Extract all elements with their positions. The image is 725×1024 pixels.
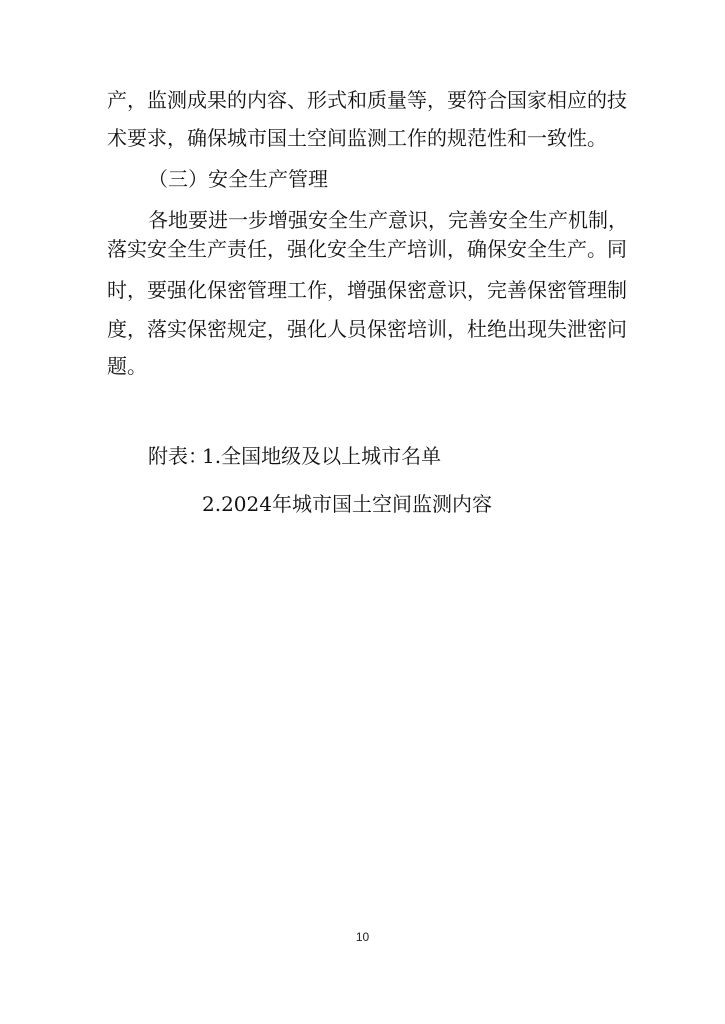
paragraph-2-line-4: 度，落实保密规定，强化人员保密培训，杜绝出现失泄密问 xyxy=(107,317,627,341)
attachments-label: 附表： xyxy=(148,444,208,468)
attachment-item-1: 1.全国地级及以上城市名单 xyxy=(202,444,442,468)
paragraph-1-line-2: 术要求，确保城市国土空间监测工作的规范性和一致性。 xyxy=(107,126,607,150)
paragraph-2-line-5: 题。 xyxy=(107,354,147,378)
paragraph-2-line-1: 各地要进一步增强安全生产意识，完善安全生产机制， xyxy=(148,208,628,232)
attachment-item-2: 2.2024年城市国土空间监测内容 xyxy=(202,492,492,516)
paragraph-1-line-1: 产，监测成果的内容、形式和质量等，要符合国家相应的技 xyxy=(107,88,627,112)
paragraph-2-line-2: 落实安全生产责任，强化安全生产培训，确保安全生产。同 xyxy=(107,237,627,261)
section-heading: （三）安全生产管理 xyxy=(148,167,328,191)
paragraph-2-line-3: 时，要强化保密管理工作，增强保密意识，完善保密管理制 xyxy=(107,278,627,302)
page-number: 10 xyxy=(355,930,370,944)
